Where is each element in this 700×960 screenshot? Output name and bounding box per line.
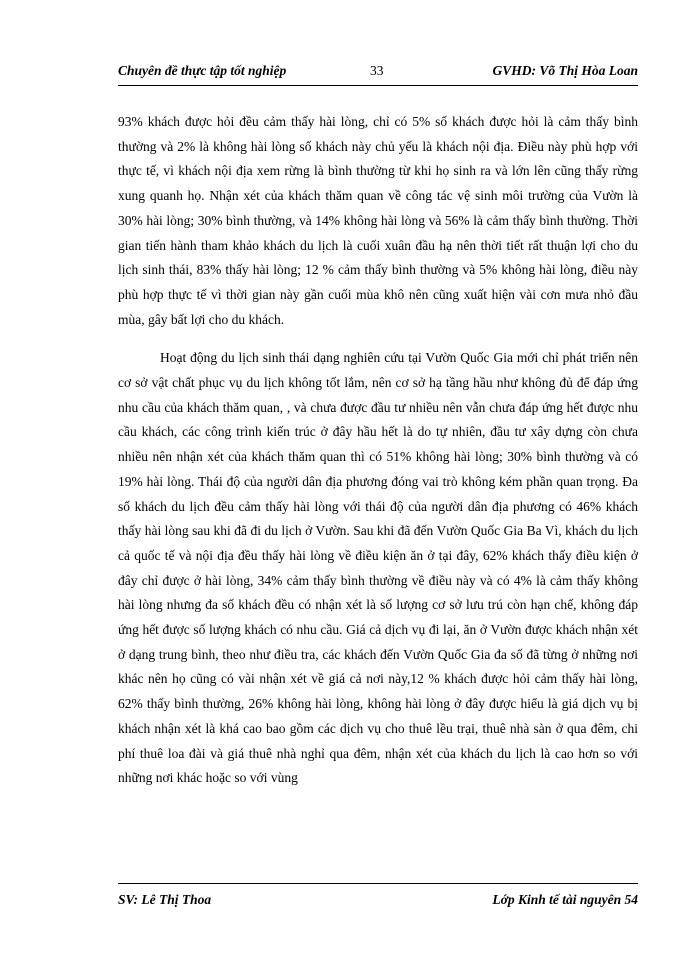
- page-number: 33: [370, 63, 384, 78]
- footer-student: SV: Lê Thị Thoa: [118, 892, 212, 907]
- header-divider: [118, 85, 638, 86]
- paragraph-1: 93% khách được hỏi đều cảm thấy hài lòng, chỉ có 5% số khách được hỏi là cảm thấy bình thường và 2% là không hài lòng số khách này chủ yếu là khách nội địa. Điều này phù hợp với thực tế, vì khách nội địa xem rừng là bình thường từ khi họ sinh ra và lớn lên cũng thấy rừng xung quanh họ. Nhận xét của khách thăm quan về công tác vệ sinh môi trường của Vườn là 30% hài lòng; 30% bình thường, và 14% không hài lòng và 56% là cảm thấy bình thường. Thời gian tiến hành tham khảo khách du lịch là cuối xuân đầu hạ nên thời tiết rất thuận lợi cho du lịch sinh thái, 83% thấy hài lòng; 12 % cảm thấy bình thường và 5% không hài lòng, điều này phù hợp thực tế vì thời gian này gần cuối mùa khô nên cũng xuất hiện vài cơn mưa nhỏ đầu mùa, gây bất lợi cho du khách.: [118, 114, 638, 327]
- footer-divider: [118, 883, 638, 884]
- page-footer: [118, 892, 638, 914]
- paragraph-2: Hoạt động du lịch sinh thái dạng nghiên cứu tại Vườn Quốc Gia mới chỉ phát triển nên cơ sở vật chất phục vụ du lịch không tốt lắm, nên cơ sở hạ tầng hầu như không đủ để đáp ứng nhu cầu của khách thăm quan, , và chưa được đầu tư nhiều nên vẫn chưa đáp ứng hết được nhu cầu khách, các công trình kiến trúc ở đây hầu hết là do tự nhiên, đầu tư xây dựng còn chưa nhiều nên nhận xét của khách thăm quan thì có 51% không hài lòng; 30% bình thường và có 19% hài lòng. Thái độ của người dân địa phương đóng vai trò không kém phần quan trọng. Đa số khách du lịch đều cảm thấy hài lòng với thái độ của người dân địa phương có 46% khách thấy hài lòng sau khi đã đi du lịch ở Vườn. Sau khi đã đến Vườn Quốc Gia Ba Vì, khách du lịch cả quốc tế và nội địa đều thấy hài lòng về điều kiện ăn ở tại đây, 62% khách thấy điều kiện ở đây chỉ được ở hài lòng, 34% cảm thấy bình thường về điều này và có 4% là cảm thấy không hài lòng nhưng đa số khách đều có nhận xét là số lượng cơ sở lưu trú còn hạn chế, không đáp ứng hết được số lượng khách có nhu cầu. Giá cả dịch vụ đi lại, ăn ở Vườn được khách nhận xét ở dạng trung bình, theo như điều tra, các khách đến Vườn Quốc Gia đa số đã từng ở những nơi khác nên họ cũng có vài nhận xét về giá cả nơi này,12 % khách được hỏi cảm thấy hài lòng, 62% thấy bình thường, 26% không hài lòng, không hài lòng ở đây được hiểu là giá dịch vụ bị khách nhận xét là khá cao bao gồm các dịch vụ cho thuê lều trại, thuê nhà sàn ở qua đêm, chi phí thuê loa đài và giá thuê nhà nghỉ qua đêm, nhận xét của khách du lịch là cao hơn so với những nơi khác hoặc so với vùng: [118, 350, 638, 786]
- header-supervisor: GVHD: Võ Thị Hòa Loan: [492, 63, 638, 78]
- page-header: [118, 63, 638, 85]
- document-body: [118, 110, 638, 791]
- header-thesis-title: Chuyên đề thực tập tốt nghiệp: [118, 63, 287, 78]
- footer-class: Lớp Kinh tế tài nguyên 54: [492, 892, 638, 907]
